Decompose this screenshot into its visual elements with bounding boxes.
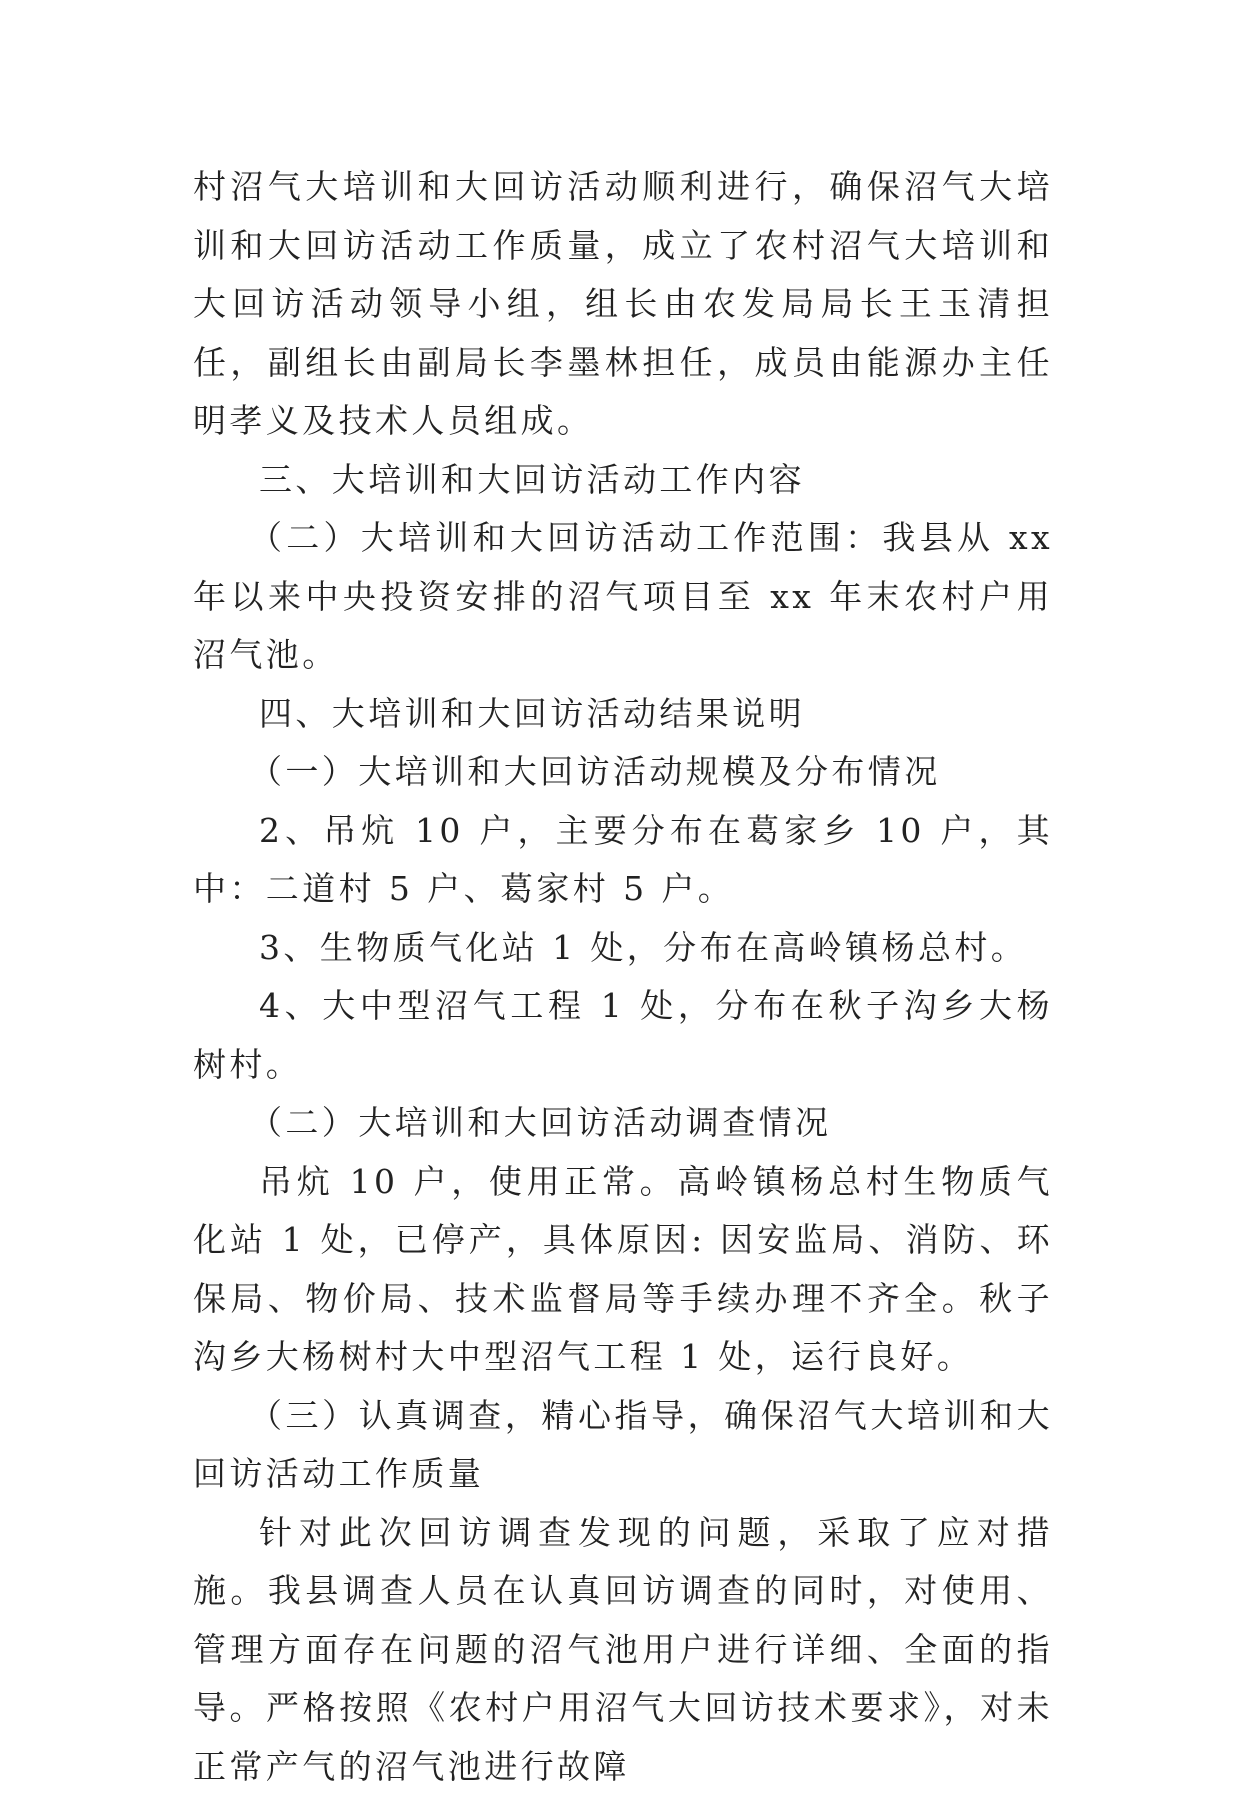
paragraph-scope: （二）大培训和大回访活动工作范围：我县从 xx 年以来中央投资安排的沼气项目至 xx 年末农村户用沼气池。 <box>193 509 1053 685</box>
subheading-guidance: （三）认真调查，精心指导，确保沼气大培训和大回访活动工作质量 <box>193 1387 1053 1504</box>
document-body <box>193 158 1053 1796</box>
heading-section-four: 四、大培训和大回访活动结果说明 <box>193 685 1053 744</box>
paragraph-item-2: 2、吊炕 10 户，主要分布在葛家乡 10 户，其中：二道村 5 户、葛家村 5 户。 <box>193 802 1053 919</box>
subheading-survey: （二）大培训和大回访活动调查情况 <box>193 1094 1053 1153</box>
heading-section-three: 三、大培训和大回访活动工作内容 <box>193 451 1053 510</box>
subheading-scale: （一）大培训和大回访活动规模及分布情况 <box>193 743 1053 802</box>
paragraph-item-3: 3、生物质气化站 1 处，分布在高岭镇杨总村。 <box>193 919 1053 978</box>
paragraph-survey-details: 吊炕 10 户，使用正常。高岭镇杨总村生物质气化站 1 处，已停产，具体原因: 因安监局、消防、环保局、物价局、技术监督局等手续办理不齐全。秋子沟乡大杨树村大中型沼气工程 1 处，运行良好。 <box>193 1153 1053 1387</box>
paragraph-leading-group: 村沼气大培训和大回访活动顺利进行，确保沼气大培训和大回访活动工作质量，成立了农村沼气大培训和大回访活动领导小组，组长由农发局局长王玉清担任，副组长由副局长李墨林担任，成员由能源办主任明孝义及技术人员组成。 <box>193 158 1053 451</box>
paragraph-measures: 针对此次回访调查发现的问题，采取了应对措施。我县调查人员在认真回访调查的同时，对使用、管理方面存在问题的沼气池用户进行详细、全面的指导。严格按照《农村户用沼气大回访技术要求》，对未正常产气的沼气池进行故障 <box>193 1504 1053 1796</box>
paragraph-item-4: 4、大中型沼气工程 1 处，分布在秋子沟乡大杨树村。 <box>193 977 1053 1094</box>
